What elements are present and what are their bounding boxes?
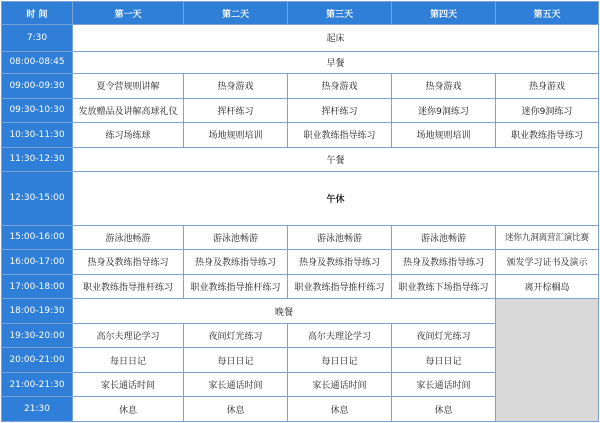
activity-cell: 颁发学习证书及演示 bbox=[496, 250, 599, 275]
table-row bbox=[2, 274, 599, 299]
activity-cell: 休息 bbox=[288, 397, 392, 422]
activity-cell: 游泳池畅游 bbox=[73, 225, 184, 250]
activity-cell: 游泳池畅游 bbox=[288, 225, 392, 250]
activity-cell: 高尔夫理论学习 bbox=[73, 323, 184, 348]
activity-cell: 离开棕榈岛 bbox=[496, 274, 599, 299]
activity-cell: 家长通话时间 bbox=[288, 372, 392, 397]
activity-cell: 职业教练指导推杆练习 bbox=[184, 274, 288, 299]
header-day-4: 第四天 bbox=[392, 2, 496, 25]
time-cell: 19:30-20:00 bbox=[2, 323, 73, 348]
header-day-2: 第二天 bbox=[184, 2, 288, 25]
time-cell: 09:00-09:30 bbox=[2, 74, 73, 99]
activity-cell: 休息 bbox=[184, 397, 288, 422]
time-cell: 7:30 bbox=[2, 25, 73, 52]
span-cell-lunch: 午餐 bbox=[73, 147, 599, 172]
time-cell: 21:30 bbox=[2, 397, 73, 422]
activity-cell: 家长通话时间 bbox=[392, 372, 496, 397]
table-row bbox=[2, 225, 599, 250]
activity-cell: 迷你九洞离营汇演比赛 bbox=[496, 225, 599, 250]
time-cell: 08:00-08:45 bbox=[2, 51, 73, 73]
time-cell: 10:30-11:30 bbox=[2, 123, 73, 148]
time-cell: 18:00-19:30 bbox=[2, 299, 73, 324]
activity-cell: 练习场练球 bbox=[73, 123, 184, 148]
header-day-5: 第五天 bbox=[496, 2, 599, 25]
activity-cell: 热身及教练指导练习 bbox=[73, 250, 184, 275]
activity-cell: 迷你9洞练习 bbox=[496, 98, 599, 123]
activity-cell: 职业教练指导练习 bbox=[288, 123, 392, 148]
table-row bbox=[2, 299, 599, 324]
table-row bbox=[2, 123, 599, 148]
empty-block bbox=[496, 299, 599, 422]
activity-cell: 职业教练指导练习 bbox=[496, 123, 599, 148]
activity-cell: 热身及教练指导练习 bbox=[288, 250, 392, 275]
header-row bbox=[2, 2, 599, 25]
activity-cell: 休息 bbox=[392, 397, 496, 422]
span-cell-dinner: 晚餐 bbox=[73, 299, 496, 324]
time-cell: 17:00-18:00 bbox=[2, 274, 73, 299]
activity-cell: 挥杆练习 bbox=[288, 98, 392, 123]
activity-cell: 职业教练指导推杆练习 bbox=[288, 274, 392, 299]
activity-cell: 高尔夫理论学习 bbox=[288, 323, 392, 348]
header-day-3: 第三天 bbox=[288, 2, 392, 25]
activity-cell: 职业教练下场指导练习 bbox=[392, 274, 496, 299]
activity-cell: 迷你9洞练习 bbox=[392, 98, 496, 123]
activity-cell: 夜间灯光练习 bbox=[392, 323, 496, 348]
span-cell-wakeup: 起床 bbox=[73, 25, 599, 52]
table-row bbox=[2, 172, 599, 226]
activity-cell: 夜间灯光练习 bbox=[184, 323, 288, 348]
table-row bbox=[2, 74, 599, 99]
activity-cell: 夏令营规则讲解 bbox=[73, 74, 184, 99]
time-cell: 21:00-21:30 bbox=[2, 372, 73, 397]
activity-cell: 场地规则培训 bbox=[392, 123, 496, 148]
activity-cell: 家长通话时间 bbox=[73, 372, 184, 397]
table-row bbox=[2, 51, 599, 73]
activity-cell: 家长通话时间 bbox=[184, 372, 288, 397]
time-cell: 16:00-17:00 bbox=[2, 250, 73, 275]
span-cell-nap: 午休 bbox=[73, 172, 599, 226]
activity-cell: 游泳池畅游 bbox=[184, 225, 288, 250]
activity-cell: 场地规则培训 bbox=[184, 123, 288, 148]
activity-cell: 热身游戏 bbox=[184, 74, 288, 99]
activity-cell: 热身及教练指导练习 bbox=[392, 250, 496, 275]
activity-cell: 热身游戏 bbox=[288, 74, 392, 99]
header-day-1: 第一天 bbox=[73, 2, 184, 25]
activity-cell: 休息 bbox=[73, 397, 184, 422]
table-row bbox=[2, 147, 599, 172]
activity-cell: 发放赠品及讲解高球礼仪 bbox=[73, 98, 184, 123]
activity-cell: 游泳池畅游 bbox=[392, 225, 496, 250]
time-cell: 11:30-12:30 bbox=[2, 147, 73, 172]
schedule-table bbox=[1, 1, 599, 422]
activity-cell: 挥杆练习 bbox=[184, 98, 288, 123]
activity-cell: 每日日记 bbox=[392, 348, 496, 373]
span-cell-breakfast: 早餐 bbox=[73, 51, 599, 73]
time-cell: 15:00-16:00 bbox=[2, 225, 73, 250]
time-cell: 12:30-15:00 bbox=[2, 172, 73, 226]
time-cell: 09:30-10:30 bbox=[2, 98, 73, 123]
activity-cell: 每日日记 bbox=[73, 348, 184, 373]
activity-cell: 每日日记 bbox=[288, 348, 392, 373]
table-row bbox=[2, 250, 599, 275]
time-cell: 20:00-21:00 bbox=[2, 348, 73, 373]
activity-cell: 热身游戏 bbox=[392, 74, 496, 99]
header-time: 时 间 bbox=[2, 2, 73, 25]
activity-cell: 每日日记 bbox=[184, 348, 288, 373]
activity-cell: 热身及教练指导练习 bbox=[184, 250, 288, 275]
activity-cell: 职业教练指导推杆练习 bbox=[73, 274, 184, 299]
table-row bbox=[2, 25, 599, 52]
table-row bbox=[2, 98, 599, 123]
activity-cell: 热身游戏 bbox=[496, 74, 599, 99]
